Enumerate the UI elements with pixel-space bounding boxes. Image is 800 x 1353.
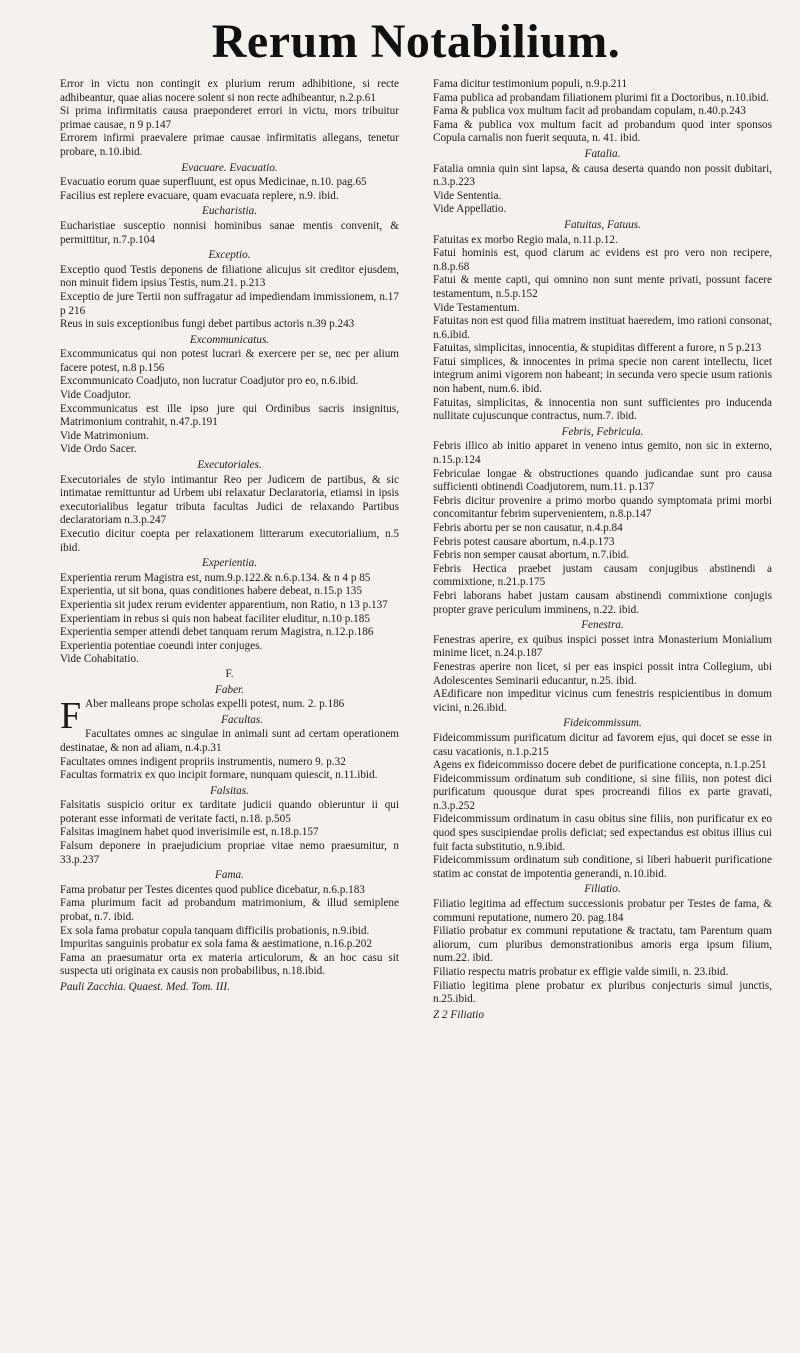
section-heading: Fenestra. xyxy=(581,619,624,632)
index-entry: Facultas formatrix ex quo incipit formare, nunquam quiescit, n.11.ibid. xyxy=(60,769,378,782)
index-entry: Error in victu non contingit ex plurium rerum adhibitione, si recte adhibeantur, quae alias nocere solent si non recte adhibeantur, n.2.p.61 xyxy=(60,78,399,104)
index-entry: Errorem infirmi praevalere primae causae infirmitatis allegans, tenetur probare, n.10.ibid. xyxy=(60,132,399,158)
index-entry: Vide Appellatio. xyxy=(433,203,507,216)
index-entry: Fama publica ad probandam filiationem plurimi fit a Doctoribus, n.10.ibid. xyxy=(433,91,769,104)
index-entry: Febris potest causare abortum, n.4.p.173 xyxy=(433,535,615,548)
index-entry: Fideicommissum ordinatum sub conditione, si liberi habuerit purificatione statim ac constat de impotentia generandi, n.10.ibid. xyxy=(433,854,772,880)
index-entry: Eucharistiae susceptio nonnisi hominibus sanae mentis convenit, & permittitur, n.7.p.104 xyxy=(60,219,399,246)
index-entry: Executio dicitur coepta per relaxationem litterarum executorialium, n.5 ibid. xyxy=(60,528,399,554)
section-heading: Filiatio. xyxy=(584,883,621,896)
index-entry: Executoriales de stylo intimantur Reo per Judicem de partibus, & sic intimatae remittuntur ad Urbem ubi relaxatur Declaratoria, etiamsi in ipsis executorialibus legatur tributa facultas Judici de relaxando Partibus declaratoriam n.3.p.247 xyxy=(60,473,399,527)
section-heading: Evacuare. Evacuatio. xyxy=(181,161,278,174)
index-entry-text: Aber malleans prope scholas expelli potest, num. 2. p.186 xyxy=(85,698,345,711)
section-heading: Exceptio. xyxy=(208,249,251,262)
section-heading: Fama. xyxy=(215,869,244,882)
index-entry: Vide Matrimonium. xyxy=(60,429,149,442)
index-entry: Fenestras aperire non licet, si per eas inspici possit intra Collegium, ubi Adolescentes Seminarii educantur, n.25. ibid. xyxy=(433,660,772,687)
index-entry: Fatui hominis est, quod clarum ac evidens est pro vero non recipere, n.8.p.68 xyxy=(433,247,772,273)
index-entry: Fatuitas, simplicitas, & innocentia non sunt sufficientes pro inducenda nullitate cujuscunque contractus, num.7. ibid. xyxy=(433,396,772,423)
index-entry: Fatalia omnia quin sint lapsa, & causa deserta quando non possit dubitari, n.3.p.223 xyxy=(433,162,772,189)
index-entry: Facultates omnes ac singulae in animali sunt ad certam operationem destinatae, & non ad aliam, n.4.p.31 xyxy=(60,728,399,754)
index-entry: Excommunicatus est ille ipso jure qui Ordinibus sacris insignitus, Matrimonium contrahit, n.47.p.191 xyxy=(60,402,399,429)
right-column xyxy=(433,78,772,1022)
index-entry: Fideicommissum purificatum dicitur ad favorem ejus, qui docet se esse in casu vacationis, n.1.p.215 xyxy=(433,731,772,758)
index-entry: Febris non semper causat abortum, n.7.ibid. xyxy=(433,549,630,562)
section-heading: Falsitas. xyxy=(210,784,249,797)
section-heading: Fatalia. xyxy=(584,147,621,160)
index-entry: Vide Ordo Sacer. xyxy=(60,443,137,456)
index-entry: Experientiam in rebus si quis non habeat faciliter eluditur, n.10 p.185 xyxy=(60,612,370,625)
section-heading: Executoriales. xyxy=(197,459,262,472)
section-heading: Febris, Febricula. xyxy=(561,425,644,438)
index-entry: Vide Coadjutor. xyxy=(60,389,131,402)
section-heading: Fatuitas, Fatuus. xyxy=(564,218,641,231)
index-entry: Fatuitas ex morbo Regio mala, n.11.p.12. xyxy=(433,233,618,246)
index-entry: Falsitatis suspicio oritur ex tarditate judicii quando obieruntur ii qui poterant esse informati de veritate facti, n.18. p.505 xyxy=(60,799,399,825)
index-entry: Exceptio quod Testis deponens de filiatione alicujus sit creditor ejusdem, non minuit fidem ipsius Testis, num.21. p.213 xyxy=(60,263,399,290)
page-footer: Pauli Zacchia. Quaest. Med. Tom. III. xyxy=(60,981,230,993)
index-entry: Experientia potentiae coeundi inter conjuges. xyxy=(60,639,263,652)
index-entry: Ex sola fama probatur copula tanquam difficilis probationis, n.9.ibid. xyxy=(60,924,370,937)
index-entry: Filiatio legitima plene probatur ex pluribus conjecturis simul junctis, n.25.ibid. xyxy=(433,979,772,1006)
index-entry: Experientia semper attendi debet tanquam rerum Magistra, n.12.p.186 xyxy=(60,626,374,639)
page-title: Rerum Notabilium. xyxy=(211,15,621,68)
index-entry: Fama probatur per Testes dicentes quod publice dicebatur, n.6.p.183 xyxy=(60,883,365,896)
index-entry: Falsum deponere in praejudicium propriae vitae nemo praesumitur, n 33.p.237 xyxy=(60,840,399,866)
index-entry: Fatui & mente capti, qui omnino non sunt mente privati, possunt facere testamentum, n.5.p.152 xyxy=(433,274,772,300)
index-entry: Febris dicitur provenire a primo morbo quando symptomata primi morbi concomitantur febrim supervenientem, n.8.p.147 xyxy=(433,494,772,521)
index-entry: Fideicommissum ordinatum in casu obitus sine filiis, non purificatur ex eo quod spes suscipiendae prolis deficiat; sed expectandus est obitus illius cui fuit facta substitutio, n.9.ibid. xyxy=(433,813,772,853)
index-entry: Falsitas imaginem habet quod inverisimile est, n.18.p.157 xyxy=(60,826,319,839)
page-footer: Z 2 Filiatio xyxy=(433,1008,484,1021)
index-entry: Experientia, ut sit bona, quas conditiones habere debeat, n.15.p 135 xyxy=(60,585,362,598)
index-entry: Fama & publica vox multum facit ad probandum quod inter sponsos Copula carnalis non fuerit sequuta, n. 41. ibid. xyxy=(433,118,772,145)
index-entry: Fama plurimum facit ad probandum matrimonium, & illud semiplene probat, n.7. ibid. xyxy=(60,897,399,924)
index-entry: Febriculae longae & obstructiones quando judicandae sunt pro causa sufficienti obtinendi Coadjutorem, num.11. p.137 xyxy=(433,467,772,494)
index-entry: Filiatio legitima ad effectum successionis probatur per Testes de fama, & communi reputatione, numero 20. pag.184 xyxy=(433,898,772,924)
index-entry: Fenestras aperire, ex quibus inspici posset intra Monasterium Monialium minime licet, n.24.p.187 xyxy=(433,633,772,660)
index-entry: Fama dicitur testimonium populi, n.9.p.211 xyxy=(433,78,628,90)
index-entry: Febri laborans habet justam causam abstinendi commixtione conjugis propter grave periculum imminens, n.22. ibid. xyxy=(433,589,772,616)
index-entry: Impuritas sanguinis probatur ex sola fama & aestimatione, n.16.p.202 xyxy=(60,938,372,951)
drop-cap: F xyxy=(60,695,82,738)
section-heading: Facultas. xyxy=(221,713,264,726)
index-entry: Vide Sententia. xyxy=(433,189,502,202)
index-entry: Reus in suis exceptionibus fungi debet partibus actoris n.39 p.243 xyxy=(60,318,355,331)
index-entry: Fatui simplices, & innocentes in prima specie non carent intellectu, licet integrum animi vigorem non habeant; in secunda vero specie usum rationis non habent, num.6. ibid. xyxy=(433,355,772,396)
index-entry: Filiatio respectu matris probatur ex effigie valde simili, n. 23.ibid. xyxy=(433,966,729,978)
index-entry: Fatuitas, simplicitas, innocentia, & stupiditas different a furore, n 5 p.213 xyxy=(433,342,762,355)
index-entry: Febris illico ab initio apparet in veneno intus gemito, non sic in externo, n.15.p.124 xyxy=(433,440,772,467)
index-entry: Vide Testamentum. xyxy=(433,301,520,314)
section-heading: Eucharistia. xyxy=(201,205,257,218)
index-entry: Fama & publica vox multum facit ad probandam copulam, n.40.p.243 xyxy=(433,105,746,118)
section-heading: Fideicommissum. xyxy=(563,717,642,730)
index-entry: Fama an praesumatur orta ex materia articulorum, & an hoc casu sit suspecta uti originata ex causis non probabilibus, n.18.ibid. xyxy=(60,951,399,978)
index-entry: Febris Hectica praebet justam causam conjugibus abstinendi a commixtione, n.21.p.175 xyxy=(433,562,772,589)
index-entry: Excommunicatus qui non potest lucrari & exercere per se, nec per alium facere potest, n.8 p.156 xyxy=(60,348,399,374)
section-heading: Faber. xyxy=(215,683,244,696)
left-column xyxy=(60,78,399,1022)
index-entry: Vide Cohabitatio. xyxy=(60,653,139,666)
index-entry: Exceptio de jure Tertii non suffragatur ad impediendam immissionem, n.17 p 216 xyxy=(60,290,399,317)
index-entry: Facilius est replere evacuare, quam evacuata replere, n.9. ibid. xyxy=(60,189,339,202)
section-letter: F. xyxy=(225,667,234,680)
index-entry: Evacuatio eorum quae superfluunt, est opus Medicinae, n.10. pag.65 xyxy=(60,176,367,189)
index-entry: Excommunicato Coadjuto, non lucratur Coadjutor pro eo, n.6.ibid. xyxy=(60,375,359,388)
section-heading: Experientia. xyxy=(202,557,257,570)
index-entry: Febris abortu per se non causatur, n.4.p.84 xyxy=(433,522,623,534)
index-entry: Agens ex fideicommisso docere debet de purificatione concepta, n.1.p.251 xyxy=(433,759,767,772)
index-entry: Fatuitas non est quod filia matrem instituat haeredem, imo rationi consonat, n.6.ibid. xyxy=(433,315,772,341)
index-entry: Experientia sit judex rerum evidenter apparentium, non Ratio, n 13 p.137 xyxy=(60,598,388,611)
section-heading: Excommunicatus. xyxy=(189,333,270,346)
index-entry: Si prima infirmitatis causa praeponderet errori in victu, mors tribuitur primae causae, n 9 p.147 xyxy=(60,105,399,131)
index-entry: Experientia rerum Magistra est, num.9.p.122.& n.6.p.134. & n 4 p 85 xyxy=(60,571,371,584)
index-entry: Filiatio probatur ex communi reputatione & tractatu, tam Parentum quam aliorum, cum pluribus demonstrationibus amoris erga ipsum filium, num.22. ibid. xyxy=(433,925,772,965)
index-entry: Facultates omnes indigent propriis instrumentis, numero 9. p.32 xyxy=(60,755,346,768)
index-entry: AEdificare non impeditur vicinus cum fenestris respicientibus in domum vicini, n.26.ibid. xyxy=(433,688,772,714)
index-entry: Fideicommissum ordinatum sub conditione, si sine filiis, non potest dici purificatum quousque durat spes procreandi filios ex parte gravati, n.3.p.252 xyxy=(433,772,772,812)
